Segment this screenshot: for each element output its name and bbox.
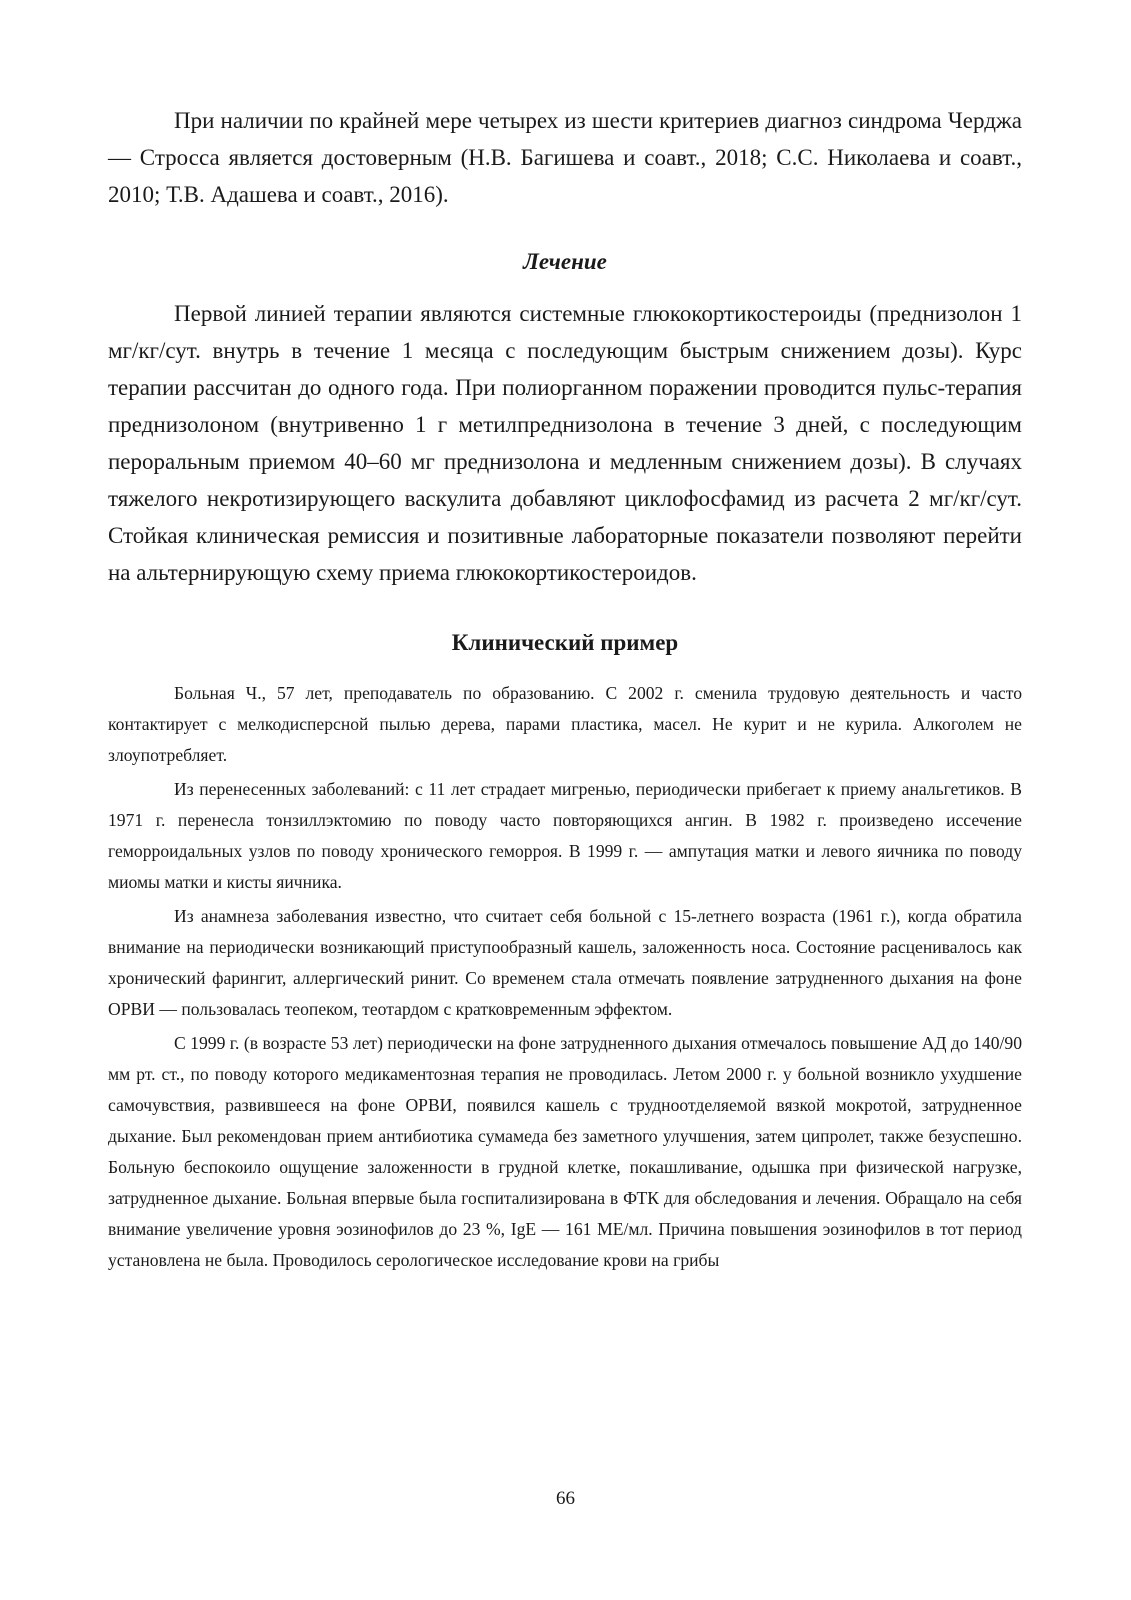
page-body <box>108 102 1022 1279</box>
example-paragraph-3: Из анамнеза заболевания известно, что считает себя больной с 15-летнего возраста (1961 г.), когда обратила внимание на периодически возникающий приступообразный кашель, заложенность носа. Состояние расценивалось как хронический фарингит, аллергический ринит. Со временем стала отмечать появление затрудненного дыхания на фоне ОРВИ — пользовалась теопеком, теотардом с кратковременным эффектом. <box>108 906 1022 1019</box>
example-paragraph-4: С 1999 г. (в возрасте 53 лет) периодически на фоне затрудненного дыхания отмечалось повышение АД до 140/90 мм рт. ст., по поводу которого медикаментозная терапия не проводилась. Летом 2000 г. у больной возникло ухудшение самочувствия, развившееся на фоне ОРВИ, появился кашель с трудноотделяемой вязкой мокротой, затрудненное дыхание. Был рекомендован прием антибиотика сумамеда без заметного улучшения, затем ципролет, также безуспешно. Больную беспокоило ощущение заложенности в грудной клетке, покашливание, одышка при физической нагрузке, затрудненное дыхание. Больная впервые была госпитализирована в ФТК для обследования и лечения. Обращало на себя внимание увеличение уровня эозинофилов до 23 %, IgE — 161 МЕ/мл. Причина повышения эозинофилов в тот период установлена не была. Проводилось серологическое исследование крови на грибы <box>108 1033 1022 1270</box>
example-paragraph-1: Больная Ч., 57 лет, преподаватель по образованию. С 2002 г. сменила трудовую деятельность и часто контактирует с мелкодисперсной пылью дерева, парами пластика, масел. Не курит и не курила. Алкоголем не злоупотребляет. <box>108 683 1022 765</box>
treatment-paragraph: Первой линией терапии являются системные глюкокортикостероиды (преднизолон 1 мг/кг/сут. внутрь в течение 1 месяца с последующим быстрым снижением дозы). Курс терапии рассчитан до одного года. При полиорганном поражении проводится пульс-терапия преднизолоном (внутривенно 1 г метилпреднизолона в течение 3 дней, с последующим пероральным приемом 40–60 мг преднизолона и медленным снижением дозы). В случаях тяжелого некротизирующего васкулита добавляют циклофосфамид из расчета 2 мг/кг/сут. Стойкая клиническая ремиссия и позитивные лабораторные показатели позволяют перейти на альтернирующую схему приема глюкокортикостероидов. <box>108 301 1022 585</box>
section-heading-treatment: Лечение <box>523 249 607 274</box>
page-number: 66 <box>556 1488 575 1509</box>
section-heading-clinical-example: Клинический пример <box>451 630 679 655</box>
intro-paragraph: При наличии по крайней мере четырех из шести критериев диагноз синдрома Черджа — Стросса является достоверным (Н.В. Багишева и соавт., 2018; С.С. Николаева и соавт., 2010; Т.В. Адашева и соавт., 2016). <box>108 108 1022 207</box>
example-paragraph-2: Из перенесенных заболеваний: с 11 лет страдает мигренью, периодически прибегает к приему анальгетиков. В 1971 г. перенесла тонзиллэктомию по поводу часто повторяющихся ангин. В 1982 г. произведено иссечение геморроидальных узлов по поводу хронического геморроя. В 1999 г. — ампутация матки и левого яичника по поводу миомы матки и кисты яичника. <box>108 779 1022 892</box>
